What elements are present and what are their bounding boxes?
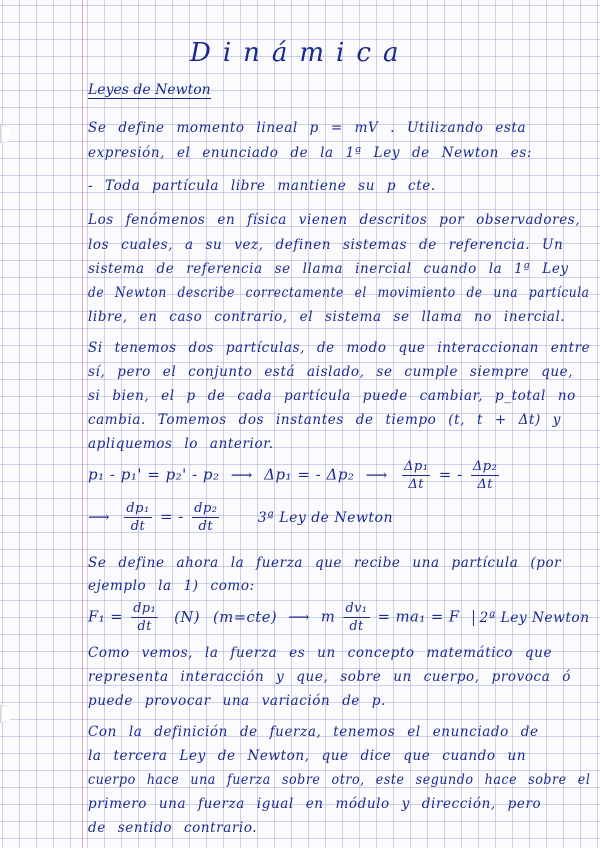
fraction-denominator: Δt: [408, 477, 425, 492]
fraction-denominator: Δt: [477, 477, 493, 492]
text-line: Con la definición de fuerza, tenemos el enunciado de: [88, 724, 539, 740]
fraction-numerator: dp₁: [126, 501, 150, 516]
equals-sign: = -: [159, 507, 184, 526]
text-line: los cuales, a su vez, definen sistemas de referencia. Un: [88, 237, 564, 253]
section-heading: Leyes de Newton: [88, 82, 211, 98]
fraction-numerator: Δp₁: [404, 459, 429, 474]
page-title: Dinámica: [190, 38, 411, 68]
fraction-denominator: dt: [198, 519, 214, 534]
equation-second-law: [88, 600, 590, 635]
text-line: representa interacción y que, sobre un cuerpo, provoca ó: [88, 669, 571, 685]
text-line: de Newton describe correctamente el movimiento de una partícula: [88, 285, 590, 301]
fraction: [402, 458, 430, 493]
fraction-numerator: Δp₂: [472, 459, 498, 474]
text-line: sistema de referencia se llama inercial cuando la 1ª Ley: [88, 261, 569, 277]
text-line: expresión, el enunciado de la 1ª Ley de Newton es:: [88, 145, 533, 161]
text-line: libre, en caso contrario, el sistema se llama no inercial.: [88, 309, 566, 325]
fraction: [192, 500, 219, 535]
text-line: de sentido contrario.: [88, 820, 258, 836]
text-line: ejemplo la 1) como:: [88, 578, 255, 594]
fraction-denominator: dt: [349, 619, 364, 634]
margin-line: [82, 0, 83, 848]
arrow-icon: ⟶: [88, 507, 111, 526]
fraction: [471, 458, 499, 493]
equals-sign: = -: [438, 465, 463, 484]
text-line: apliquemos lo anterior.: [88, 436, 274, 452]
text-line: Como vemos, la fuerza es un concepto matemático que: [88, 645, 553, 661]
fraction-numerator: dv₁: [345, 601, 368, 616]
text-line: primero una fuerza igual en módulo y dirección, pero: [88, 796, 542, 812]
text-line: Los fenómenos en física vienen descritos por observadores,: [88, 212, 581, 228]
fraction-denominator: dt: [137, 619, 152, 634]
unit-label: (N): [174, 607, 200, 626]
text-line: sí, pero el conjunto está aislado, se cumple siempre que,: [88, 364, 574, 380]
fraction: [124, 500, 151, 535]
arrow-icon: ⟶: [288, 607, 310, 626]
text-line: - Toda partícula libre mantiene su p cte.: [88, 178, 436, 194]
fraction-numerator: dp₁: [133, 601, 157, 616]
text-line: cuerpo hace una fuerza sobre otro, este segundo hace sobre el: [88, 772, 591, 788]
text-line: Se define ahora la fuerza que recibe una partícula (por: [88, 555, 562, 571]
equation-momentum-conservation: [88, 458, 502, 493]
text-line: Si tenemos dos partículas, de modo que interaccionan entre: [88, 340, 591, 356]
text-line: cambia. Tomemos dos instantes de tiempo (t, t + Δt) y: [88, 412, 562, 428]
condition-label: (m=cte): [213, 607, 278, 626]
text-line: Se define momento lineal p = mV . Utilizando esta: [88, 120, 527, 136]
text-line: si bien, el p de cada partícula puede cambiar, p_total no: [88, 388, 576, 404]
mass-symbol: m: [320, 607, 336, 626]
equation-rhs: = ma₁ = F: [377, 607, 460, 626]
binder-hole: [0, 705, 12, 723]
equation-third-law: [88, 500, 393, 535]
binder-hole: [0, 125, 12, 143]
equation-lhs: F₁ =: [88, 607, 124, 626]
text-line: puede provocar una variación de p.: [88, 693, 387, 709]
equation-note: 3ª Ley de Newton: [257, 509, 394, 526]
arrow-icon: ⟶: [230, 465, 253, 484]
fraction-numerator: dp₂: [194, 501, 218, 516]
fraction-denominator: dt: [130, 519, 146, 534]
fraction: [344, 600, 370, 635]
arrow-icon: ⟶: [365, 465, 388, 484]
equation-note: 2ª Ley Newton: [473, 610, 590, 626]
equation-lhs: p₁ - p₁' = p₂' - p₂: [88, 465, 220, 484]
equation-mid: Δp₁ = - Δp₂: [264, 465, 355, 484]
text-line: la tercera Ley de Newton, que dice que cuando un: [88, 748, 527, 764]
fraction: [131, 600, 158, 635]
